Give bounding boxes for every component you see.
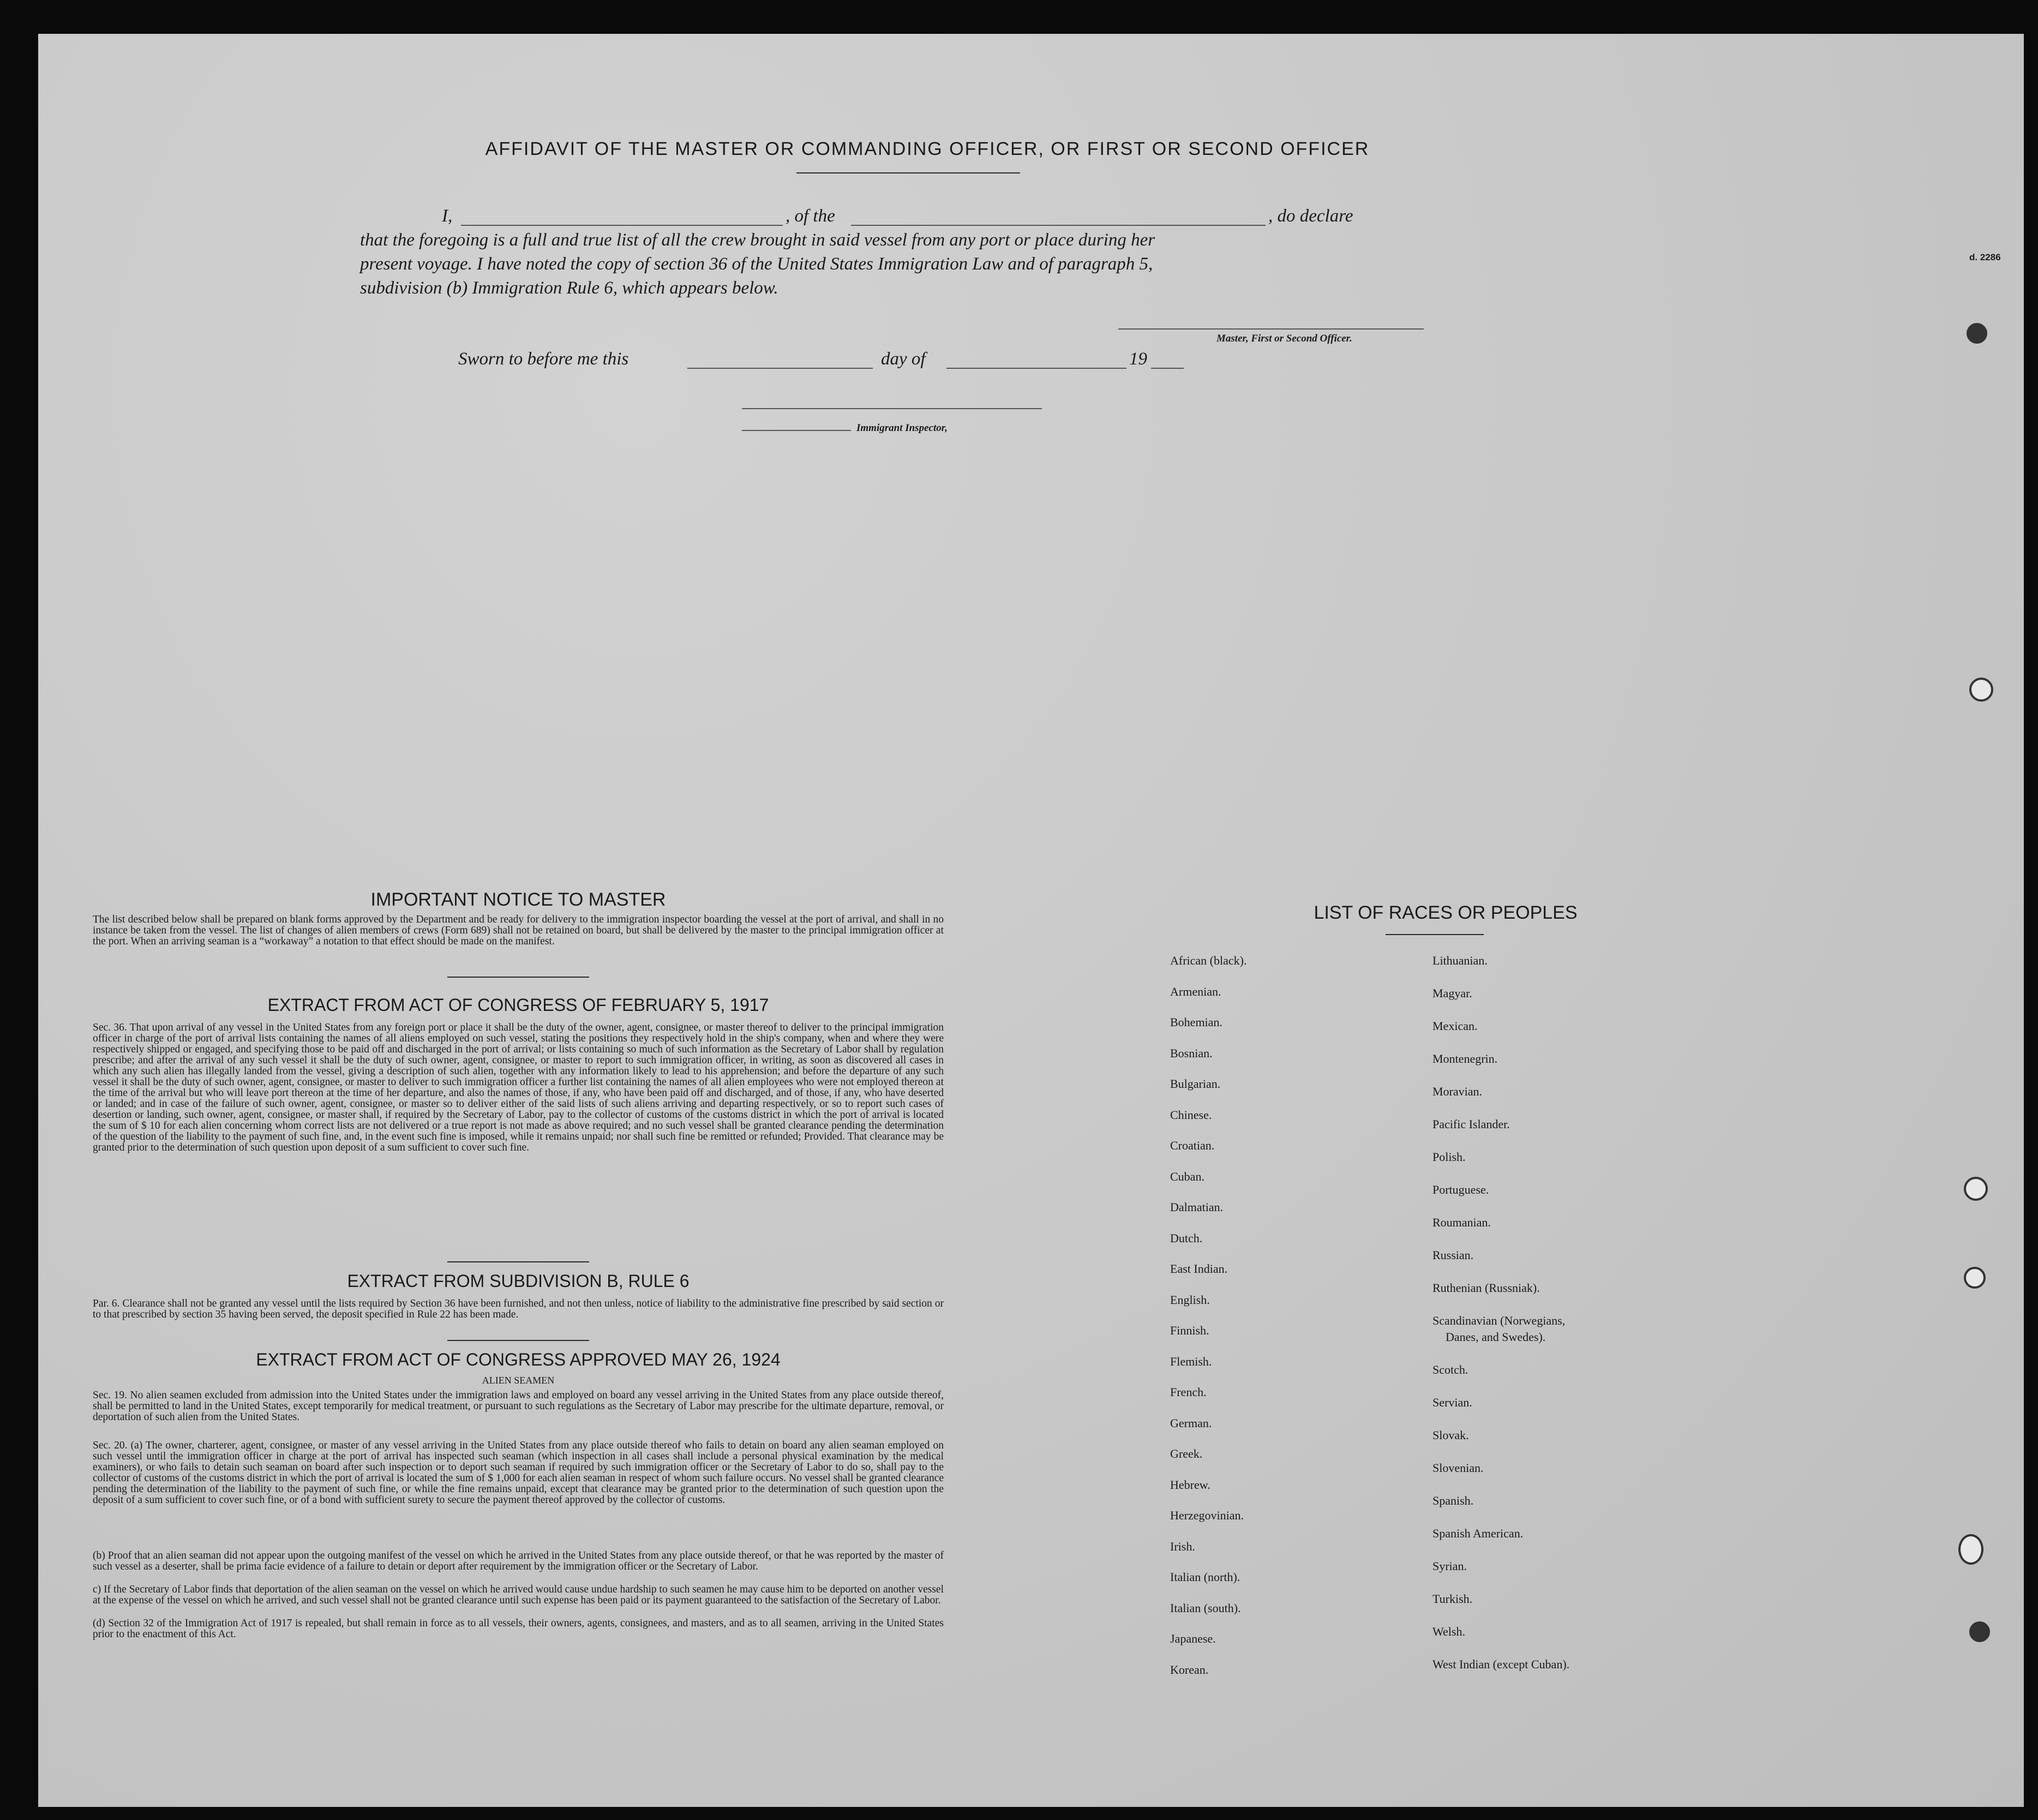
extract-1917-text: Sec. 36. That upon arrival of any vessel in the United States from any foreign port or place it shall be the duty of the owner, agent, consignee, or master thereof to deliver to the principal immigration officer in charge of the port of arrival lists containing the names of all aliens employed on such vessel, stating the positions they respectively hold in the ship's company, when and where they were respectively shipped or engaged, and specifying those to be paid off and discharged in the port of arrival; or lists containing so much of such information as the Secretary of Labor shall by regulation prescribe; and after the arrival of any such vessel it shall be the duty of such owner, agent, consignee, or master to report to such immigration officer, in writing, as soon as discovered all cases in which any such alien has illegally landed from the vessel, giving a description of such alien, together with any information likely to lead to his apprehension; and before the departure of any such vessel it shall be the duty of such owner, agent, consignee, or master to deliver to such immigration officer a further list containing the names of all alien employees who were not employed thereon at the time of the arrival but who will leave port thereon at the time of her departure, and also the names of those, if any, who have been paid off and discharged, and of those, if any, who have deserted or landed; and in case of the failure of such owner, agent, consignee, or master so to deliver either of the said lists of such aliens arriving and departing respectively, or so to report such cases of desertion or landing, such owner, agent, consignee, or master shall, if required by the Secretary of Labor, pay to the collector of customs of the customs district in which the port of arrival is located the sum of $ 10 for each alien concerning whom correct lists are not delivered or a true report is not made as above required; and no such vessel shall be granted clearance pending the determination of the question of the liability to the payment of such fine, and, in the event such fine is imposed, while it remains unpaid; nor shall such fine be remitted or refunded; Provided. That clearance may be granted prior to the determination of such question upon deposit of a sum sufficient to cover such fine. [93, 1022, 944, 1153]
race-item: German. [1170, 1416, 1212, 1430]
race-item: Cuban. [1170, 1169, 1204, 1183]
race-item: Korean. [1170, 1662, 1209, 1677]
extract-rule6-rule [447, 1340, 589, 1341]
inspector-signature-line-2 [742, 430, 851, 431]
affidavit-i: I, [442, 206, 453, 226]
race-item: Bulgarian. [1170, 1077, 1221, 1091]
race-item: Mexican. [1432, 1019, 1478, 1033]
race-item: Slovenian. [1432, 1461, 1484, 1475]
race-item: Scandinavian (Norwegians, [1432, 1314, 1566, 1327]
margin-tag: d. 2286 [1969, 252, 2001, 262]
affidavit-do-declare: , do declare [1268, 206, 1353, 226]
sec-19-text: Sec. 19. No alien seamen excluded from admission into the United States under the immigration laws and employed on board any vessel arriving in the United States from any place outside thereof, shall be permitted to land in the United States, except temporarily for medical treatment, or pursuant to such regulations as the Secretary of Labor may prescribe for the ultimate departure, removal, or deportation of such alien from the United States. [93, 1390, 944, 1423]
race-item: Scotch. [1432, 1363, 1468, 1376]
day-of-text: day of [881, 349, 926, 369]
extract-1917-title: EXTRACT FROM ACT OF CONGRESS OF FEBRUARY 5, 1917 [267, 995, 769, 1015]
race-item: Welsh. [1432, 1625, 1465, 1638]
notice-title: IMPORTANT NOTICE TO MASTER [370, 889, 666, 910]
race-item: Polish. [1432, 1150, 1466, 1164]
inspector-signature-line-1 [742, 408, 1042, 409]
extract-rule6-text: Par. 6. Clearance shall not be granted any vessel until the lists required by Section 36 have been furnished, and not then unless, notice of liability to the administrative fine prescribed by said section or to that prescribed by section 35 having been served, the deposit specified in Rule 22 has been made. [93, 1298, 944, 1320]
sec-20d-text: (d) Section 32 of the Immigration Act of 1917 is repealed, but shall remain in force as to all vessels, their owners, agents, consignees, and masters, and as to all seamen, arriving in the United States prior to the enactment of this Act. [93, 1618, 944, 1640]
sec-20b-text: (b) Proof that an alien seaman did not appear upon the outgoing manifest of the vessel on which he arrived in the United States from any place outside thereof, or that he was reported by the master of such vessel as a deserter, shall be prima facie evidence of a failure to detain or deport after requirement by the immigration officer or the Secretary of Labor. [93, 1550, 944, 1572]
sec-20c-text: c) If the Secretary of Labor finds that deportation of the alien seaman on the vessel on which he arrived would cause undue hardship to such seamen he may cause him to be deported on another vessel at the expense of the vessel on which he arrived, and such vessel shall not be granted clearance until such expense has been paid or its payment guaranteed to the satisfaction of the Secretary of Labor. [93, 1584, 944, 1606]
race-item: Japanese. [1170, 1632, 1216, 1645]
race-item: Lithuanian. [1432, 954, 1488, 967]
manifest-page [38, 34, 2024, 1807]
race-item: Pacific Islander. [1432, 1117, 1510, 1131]
race-item: Hebrew. [1170, 1477, 1210, 1492]
year-prefix: 19 [1129, 349, 1147, 369]
race-item: Armenian. [1170, 984, 1221, 998]
race-item: Turkish. [1432, 1592, 1473, 1606]
race-item: Greek. [1170, 1447, 1203, 1460]
affidavit-title: AFFIDAVIT OF THE MASTER OR COMMANDING OFFICER, OR FIRST OR SECOND OFFICER [485, 139, 1370, 159]
races-rule [1386, 934, 1484, 935]
extract-1917-rule [447, 1261, 589, 1262]
sec-20a-text: Sec. 20. (a) The owner, charterer, agent, consignee, or master of any vessel arriving in the United States from any place outside thereof who fails to detain on board any alien seaman employed on such vessel until the immigration officer in charge at the port of arrival has inspected such seaman (which inspection in all cases shall include a personal physical examination by the medical examiners), or who fails to detain such seaman on board after such inspection or to deport such seaman if required by such immigration officer or the Secretary of Labor to do so, shall pay to the collector of customs of the customs district in which the port of arrival is located the sum of $ 1,000 for each alien seaman in respect of whom such failure occurs. No vessel shall be granted clearance pending the determination of the liability to the payment of such fine, or while the fine remains unpaid, except that clearance may be granted prior to the determination of such question upon the deposit of a sum sufficient to cover such fine, or of a bond with sufficient surety to secure the payment thereof approved by the collector of customs. [93, 1440, 944, 1506]
extract-1924-title: EXTRACT FROM ACT OF CONGRESS APPROVED MAY 26, 1924 [256, 1350, 781, 1369]
race-item: Roumanian. [1432, 1216, 1491, 1229]
race-item: Finnish. [1170, 1324, 1209, 1337]
race-item: Bosnian. [1170, 1046, 1213, 1060]
race-item: Spanish American. [1432, 1526, 1524, 1540]
race-item: East Indian. [1170, 1262, 1228, 1276]
alien-seamen-subtitle: ALIEN SEAMEN [482, 1375, 555, 1386]
race-item: Montenegrin. [1432, 1052, 1498, 1065]
race-item: Syrian. [1432, 1559, 1467, 1573]
race-item: Russian. [1432, 1248, 1474, 1262]
race-item: Moravian. [1432, 1085, 1483, 1098]
race-item: Magyar. [1432, 986, 1472, 1000]
affidavit-line-2: that the foregoing is a full and true list of all the crew brought in said vessel from any port or place during her [360, 230, 1155, 250]
affidavit-line-3: present voyage. I have noted the copy of section 36 of the United States Immigration Law and of paragraph 5, [360, 254, 1153, 274]
race-item: English. [1170, 1292, 1210, 1307]
races-title: LIST OF RACES OR PEOPLES [1314, 902, 1578, 923]
race-item: Danes, and Swedes). [1446, 1330, 1546, 1344]
race-item: Dalmatian. [1170, 1200, 1224, 1214]
extract-rule6-title: EXTRACT FROM SUBDIVISION B, RULE 6 [347, 1271, 690, 1291]
notice-rule [447, 977, 589, 978]
name-blank-line [461, 225, 783, 226]
race-item: Bohemian. [1170, 1015, 1222, 1029]
race-item: Herzegovinian. [1170, 1508, 1244, 1522]
affidavit-line-4: subdivision (b) Immigration Rule 6, which appears below. [360, 278, 778, 298]
race-item: Italian (north). [1170, 1570, 1240, 1584]
sworn-text: Sworn to before me this [458, 349, 629, 369]
race-item: Ruthenian (Russniak). [1432, 1281, 1540, 1295]
race-item: Chinese. [1170, 1107, 1212, 1122]
vessel-blank-line [851, 225, 1266, 226]
race-item: Slovak. [1432, 1428, 1469, 1442]
race-item: Spanish. [1432, 1494, 1474, 1507]
punch-hole [1969, 678, 1993, 702]
affidavit-body [360, 204, 1462, 300]
race-item: Italian (south). [1170, 1601, 1241, 1615]
punch-hole [1964, 1177, 1988, 1201]
race-item: Portuguese. [1432, 1183, 1489, 1196]
year-line [1151, 368, 1184, 369]
race-item: African (black). [1170, 954, 1247, 967]
notice-text: The list described below shall be prepared on blank forms approved by the Department and be ready for delivery to the immigration inspector boarding the vessel at the port of arrival, and shall in no instance be taken from the vessel. The list of changes of alien members of crews (Form 689) shall not be retained on board, but shall be delivered by the master to the principal immigration officer at the port. When an arriving seaman is a “workaway” a notation to that effect should be made on the manifest. [93, 914, 944, 947]
punch-hole [1964, 1267, 1986, 1289]
race-item: French. [1170, 1385, 1207, 1399]
race-item: Dutch. [1170, 1231, 1203, 1245]
punch-hole [1969, 1621, 1990, 1642]
sworn-day-line [687, 368, 873, 369]
punch-hole [1958, 1534, 1983, 1565]
master-caption: Master, First or Second Officer. [1216, 333, 1352, 344]
inspector-caption: Immigrant Inspector, [856, 422, 948, 434]
race-item: Irish. [1170, 1539, 1195, 1553]
punch-hole [1967, 323, 1987, 344]
title-rule [796, 172, 1020, 173]
master-signature-line [1118, 328, 1424, 330]
race-item: Croatian. [1170, 1139, 1215, 1152]
race-item: Flemish. [1170, 1354, 1212, 1368]
month-line [946, 368, 1126, 369]
affidavit-of-the: , of the [786, 206, 835, 226]
race-item: Servian. [1432, 1396, 1472, 1409]
race-item: West Indian (except Cuban). [1432, 1657, 1570, 1671]
